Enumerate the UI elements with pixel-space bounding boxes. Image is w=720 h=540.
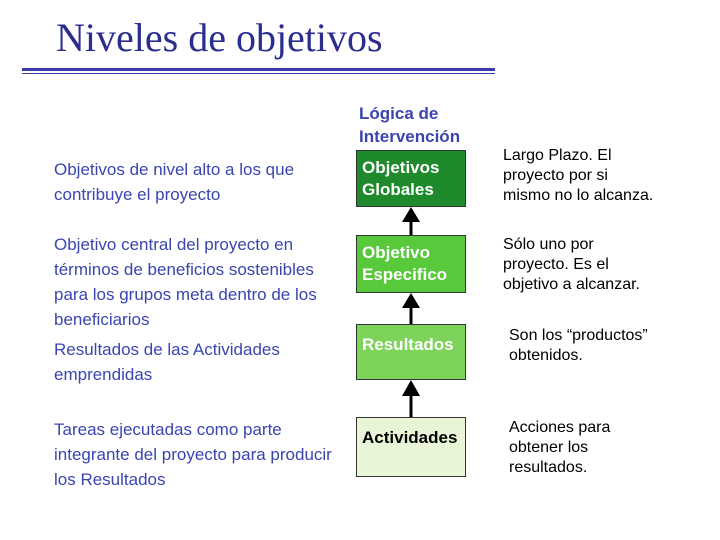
note-global-objectives: Largo Plazo. El proyecto por si mismo no lo alcanza.: [503, 147, 654, 204]
box-activities: Actividades: [356, 417, 466, 477]
description-activities: Tareas ejecutadas como parte integrante del proyecto para producir los Resultados: [54, 420, 332, 489]
description-specific-objective: Objetivo central del proyecto en términos de beneficios sostenibles para los grupos meta dentro de los beneficiarios: [54, 235, 317, 329]
arrow-results-to-specific: [402, 293, 420, 325]
note-specific-objective: Sólo uno por proyecto. Es el objetivo a alcanzar.: [503, 236, 640, 293]
note-activities: Acciones para obtener los resultados.: [509, 419, 611, 476]
intervention-logic-header: Lógica de Intervención: [359, 104, 461, 146]
description-global-objectives: Objetivos de nivel alto a los que contribuye el proyecto: [54, 160, 295, 204]
description-results: Resultados de las Actividades emprendidas: [54, 340, 280, 384]
page-title: Niveles de objetivos: [56, 15, 383, 60]
arrow-specific-to-global: [402, 207, 420, 236]
box-global-objectives: Objetivos Globales: [356, 150, 466, 207]
note-results: Son los “productos” obtenidos.: [509, 327, 648, 364]
box-specific-objective: Objetivo Especifico: [356, 235, 466, 293]
arrow-activities-to-results: [402, 380, 420, 418]
box-results: Resultados: [356, 324, 466, 380]
